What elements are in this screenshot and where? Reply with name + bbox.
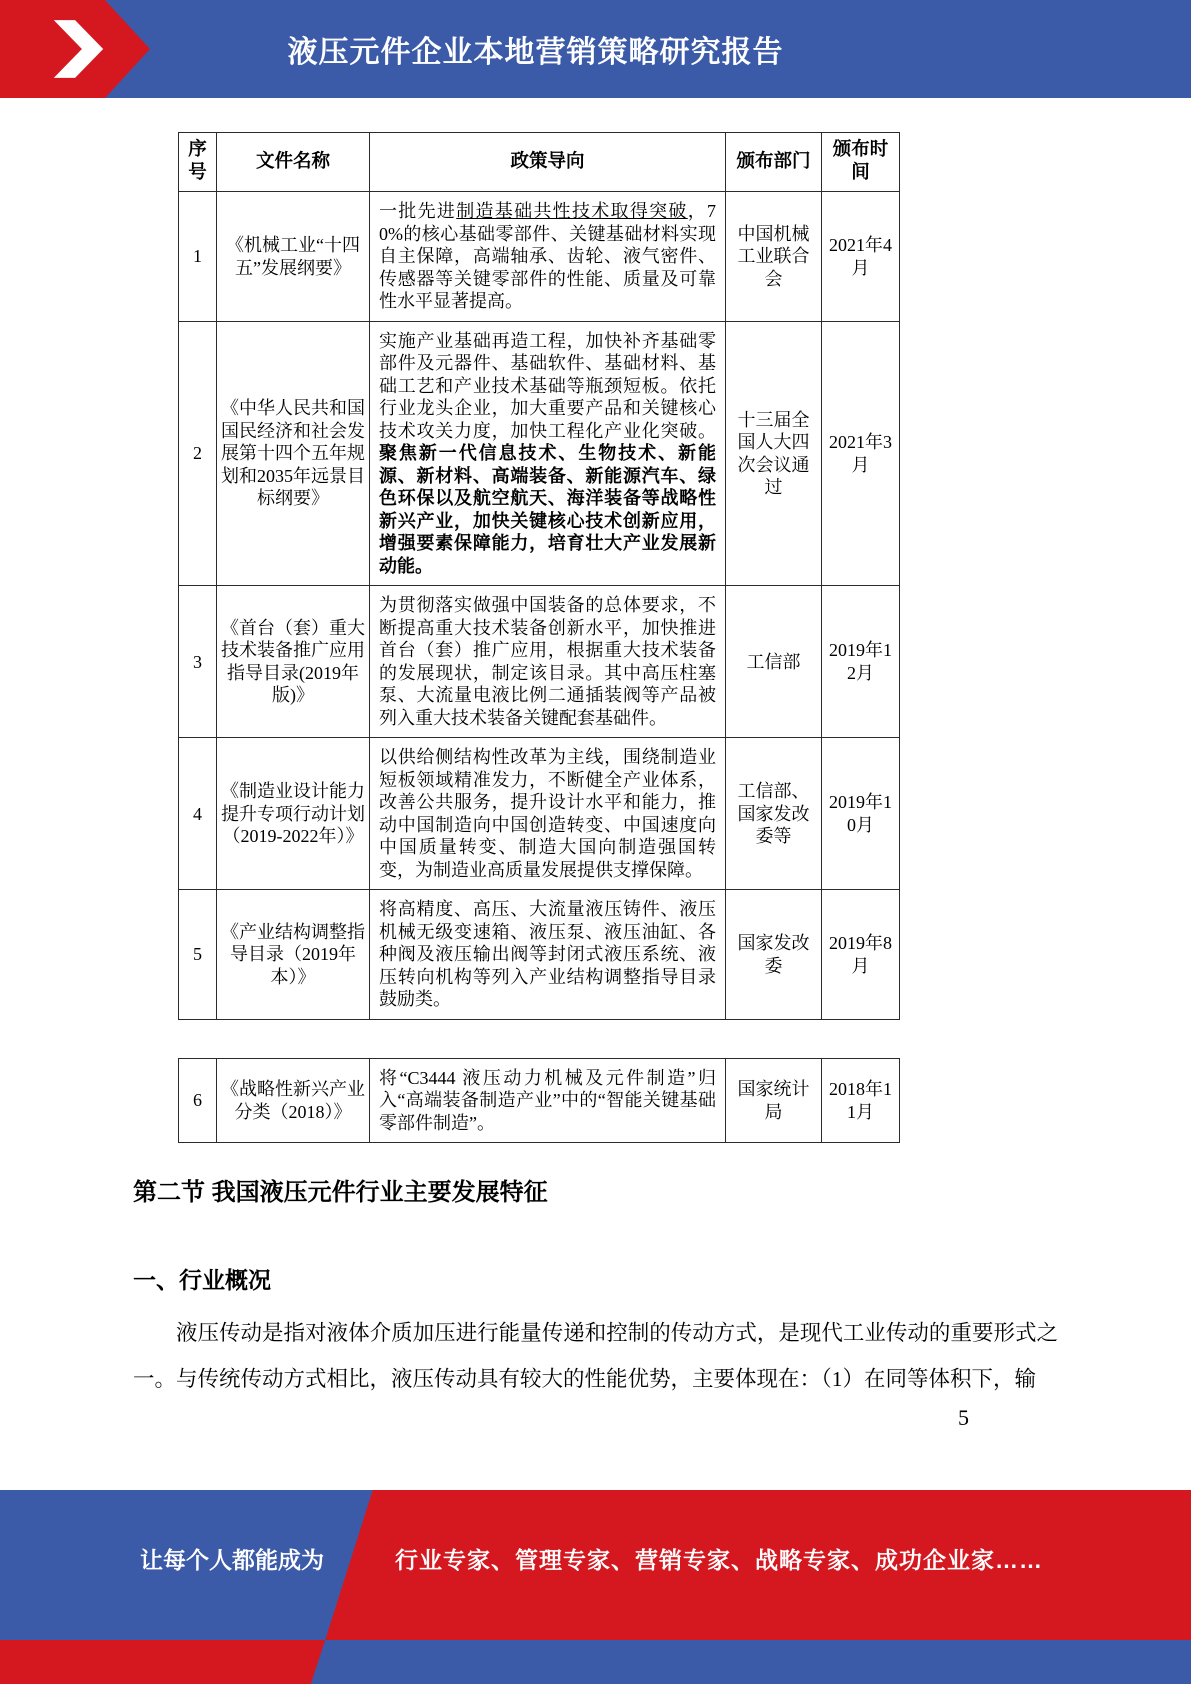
subsection-heading: 一、行业概况 xyxy=(133,1267,271,1293)
policy-tables-area xyxy=(178,132,899,1143)
policy-row xyxy=(179,321,900,586)
red-arrow-decoration xyxy=(0,0,150,98)
policy-text-segment: 3 xyxy=(193,651,202,672)
row-number-cell xyxy=(179,1058,217,1143)
row-number-cell xyxy=(179,192,217,322)
report-title: 液压元件企业本地营销策略研究报告 xyxy=(287,36,784,69)
document-name-cell xyxy=(217,586,370,738)
footer-slogan-right: 行业专家、管理专家、营销专家、战略专家、成功企业家…… xyxy=(395,1547,1043,1573)
department-cell xyxy=(726,1058,822,1143)
policy-text-cell xyxy=(370,1058,726,1143)
chevron-right-icon xyxy=(26,11,112,87)
policy-text-segment: 十三届全国人大四次会议通过 xyxy=(737,409,810,497)
date-cell xyxy=(822,738,900,890)
policy-text-segment: 制造基础共性技术取得突破 xyxy=(456,201,688,222)
policy-text-cell xyxy=(370,586,726,738)
page-number: 5 xyxy=(958,1405,969,1430)
footer-bottom-blue-strip xyxy=(0,1640,1191,1684)
date-cell xyxy=(822,586,900,738)
policy-text-segment: 国家发改委 xyxy=(737,933,810,976)
policy-table-header xyxy=(179,133,900,192)
department-cell xyxy=(726,890,822,1020)
department-cell xyxy=(726,586,822,738)
date-cell xyxy=(822,1058,900,1143)
date-cell xyxy=(822,321,900,586)
policy-text-segment: 2019年8月 xyxy=(829,933,892,976)
policy-text-cell xyxy=(370,192,726,322)
policy-text-segment: 《中华人民共和国国民经济和社会发展第十四个五年规划和2035年远景目标纲要》 xyxy=(221,398,365,509)
column-header: 文件名称 xyxy=(217,133,370,192)
column-header: 颁布部门 xyxy=(726,133,822,192)
policy-text-segment: 聚焦新一代信息技术、生物技术、新能源、新材料、高端装备、新能源汽车、绿色环保以及航空航天、海洋装备等战略性新兴产业，加快关键核心技术创新应用，增强要素保障能力，培育壮大产业发展新动能。 xyxy=(379,443,716,576)
policy-text-cell xyxy=(370,321,726,586)
footer-bottom-strip xyxy=(0,1640,1191,1684)
policy-text-segment: 工信部、国家发改委等 xyxy=(737,781,810,846)
policy-text-segment: 工信部 xyxy=(746,651,801,672)
policy-text-cell xyxy=(370,738,726,890)
policy-text-segment: 4 xyxy=(193,803,202,824)
body-paragraph: 液压传动是指对液体介质加压进行能量传递和控制的传动方式，是现代工业传动的重要形式之一。与传统传动方式相比，液压传动具有较大的性能优势，主要体现在：（1）在同等体积下，输 xyxy=(133,1321,1058,1391)
policy-text-segment: 《机械工业“十四五”发展纲要》 xyxy=(226,235,360,278)
policy-text-segment: 《产业结构调整指导目录（2019年本）》 xyxy=(221,921,365,987)
column-header: 颁布时间 xyxy=(822,133,900,192)
policy-text-segment: 《制造业设计能力提升专项行动计划（2019-2022年）》 xyxy=(221,781,365,846)
policy-text-segment: ，70%的核心基础零部件、关键基础材料实现自主保障，高端轴承、齿轮、液气密件、传感器等关键零部件的性能、质量及可靠性水平显著提高。 xyxy=(379,201,717,312)
policy-row xyxy=(179,586,900,738)
document-name-cell xyxy=(217,192,370,322)
policy-text-segment: 国家统计局 xyxy=(737,1079,810,1122)
policy-text-segment: 2021年4月 xyxy=(829,235,892,278)
policy-text-segment: 将“C3444 液压动力机械及元件制造”归入“高端装备制造产业”中的“智能关键基础零部件制造”。 xyxy=(379,1067,716,1133)
row-number-cell xyxy=(179,586,217,738)
policy-row xyxy=(179,890,900,1020)
header-row xyxy=(179,133,900,192)
document-name-cell xyxy=(217,738,370,890)
date-cell xyxy=(822,192,900,322)
policy-text-segment: 2 xyxy=(193,443,202,464)
footer-slogan-left: 让每个人都能成为 xyxy=(140,1547,324,1573)
policy-text-segment: 实施产业基础再造工程，加快补齐基础零部件及元器件、基础软件、基础材料、基础工艺和产业技术基础等瓶颈短板。依托行业龙头企业，加大重要产品和关键核心技术攻关力度，加快工程化产业化突破。 xyxy=(379,330,716,441)
document-name-cell xyxy=(217,890,370,1020)
department-cell xyxy=(726,321,822,586)
policy-text-segment: 将高精度、高压、大流量液压铸件、液压机械无级变速箱、液压泵、液压油缸、各种阀及液压输出阀等封闭式液压系统、液压转向机构等列入产业结构调整指导目录鼓励类。 xyxy=(379,899,716,1010)
document-name-cell xyxy=(217,321,370,586)
page-header-banner xyxy=(0,0,1191,98)
policy-text-segment: 以供给侧结构性改革为主线，围绕制造业短板领域精准发力，不断健全产业体系，改善公共服务，提升设计水平和能力，推动中国制造向中国创造转变、中国速度向中国质量转变、制造大国向制造强国转变，为制造业高质量发展提供支撑保障。 xyxy=(379,747,716,880)
policy-text-segment: 2019年12月 xyxy=(829,640,892,683)
department-cell xyxy=(726,738,822,890)
column-header: 政策导向 xyxy=(370,133,726,192)
date-cell xyxy=(822,890,900,1020)
policy-text-segment: 1 xyxy=(193,246,202,267)
section-heading: 第二节 我国液压元件行业主要发展特征 xyxy=(133,1179,548,1206)
page-footer xyxy=(0,1490,1191,1684)
policy-row xyxy=(179,1058,900,1143)
row-number-cell xyxy=(179,890,217,1020)
document-name-cell xyxy=(217,1058,370,1143)
policy-table-continued xyxy=(178,1058,900,1144)
policy-text-segment: 《首台（套）重大技术装备推广应用指导目录(2019年版)》 xyxy=(221,617,365,706)
policy-text-segment: 5 xyxy=(193,944,202,965)
policy-text-segment: 《战略性新兴产业分类（2018）》 xyxy=(221,1079,365,1122)
policy-text-segment: 中国机械工业联合会 xyxy=(737,223,810,289)
policy-text-segment: 2018年11月 xyxy=(829,1079,892,1122)
policy-table-main xyxy=(178,132,900,1020)
policy-row xyxy=(179,738,900,890)
policy-text-segment: 6 xyxy=(193,1090,202,1111)
row-number-cell xyxy=(179,738,217,890)
policy-text-cell xyxy=(370,890,726,1020)
row-number-cell xyxy=(179,321,217,586)
column-header: 序号 xyxy=(179,133,217,192)
policy-text-segment: 2019年10月 xyxy=(829,792,892,835)
policy-text-segment: 一批先进 xyxy=(379,201,457,222)
department-cell xyxy=(726,192,822,322)
policy-text-segment: 为贯彻落实做强中国装备的总体要求，不断提高重大技术装备创新水平，加快推进首台（套）推广应用，根据重大技术装备的发展现状，制定该目录。其中高压柱塞泵、大流量电液比例二通插装阀等产品被列入重大技术装备关键配套基础件。 xyxy=(379,595,716,728)
policy-text-segment: 2021年3月 xyxy=(829,432,892,475)
policy-row xyxy=(179,192,900,322)
